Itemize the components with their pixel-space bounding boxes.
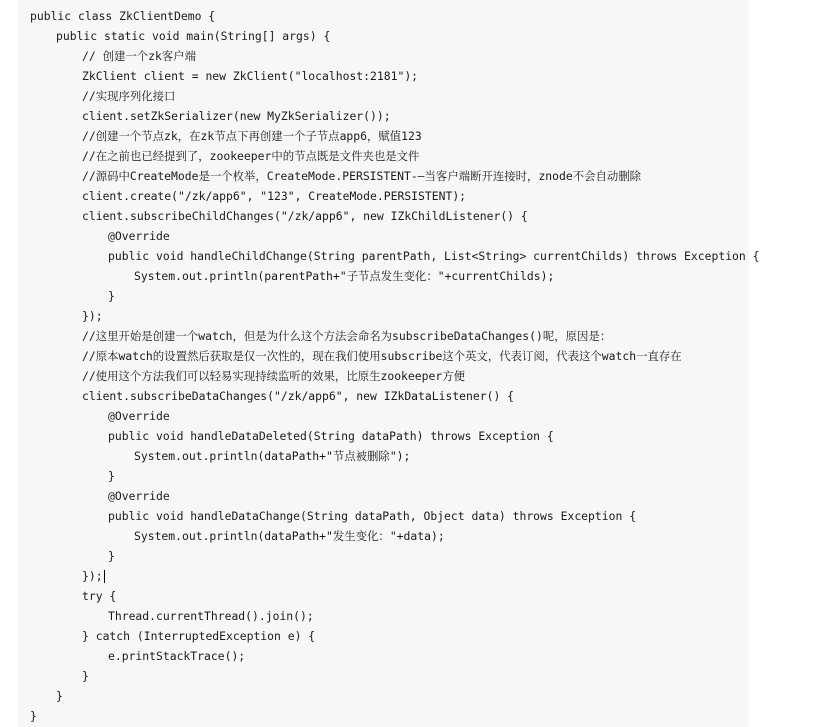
code-line: [30, 6, 760, 26]
code-line-text: client.subscribeChildChanges("/zk/app6", new IZkChildListener() {: [82, 209, 528, 223]
code-line-text: public void handleDataDeleted(String dataPath) throws Exception {: [108, 429, 554, 443]
code-line: [30, 566, 760, 586]
code-line-text: public void handleDataChange(String dataPath, Object data) throws Exception {: [108, 509, 637, 523]
code-line-text: //这里开始是创建一个watch，但是为什么这个方法会命名为subscribeDataChanges()呢，原因是：: [82, 329, 612, 343]
code-line: [30, 366, 760, 386]
code-line: [30, 626, 760, 646]
code-line: [30, 586, 760, 606]
code-line: [30, 246, 760, 266]
code-line: [30, 26, 760, 46]
code-line: [30, 506, 760, 526]
code-line-text: Thread.currentThread().join();: [108, 609, 314, 623]
code-lines: [30, 6, 760, 726]
code-line: [30, 66, 760, 86]
code-line: [30, 486, 760, 506]
code-line: [30, 646, 760, 666]
code-line-text: //在之前也已经提到了，zookeeper中的节点既是文件夹也是文件: [82, 149, 420, 163]
code-line-text: });: [82, 309, 103, 323]
code-line-text: @Override: [108, 489, 170, 503]
code-line: [30, 186, 760, 206]
code-line: [30, 106, 760, 126]
code-line: [30, 406, 760, 426]
code-line-text: try {: [82, 589, 117, 603]
code-line: [30, 306, 760, 326]
text-cursor: [104, 570, 105, 583]
code-line-text: //使用这个方法我们可以轻易实现持续监听的效果，比原生zookeeper方便: [82, 369, 465, 383]
code-line-text: e.printStackTrace();: [108, 649, 246, 663]
code-line: [30, 526, 760, 546]
code-line-text: }: [108, 549, 115, 563]
code-line: [30, 686, 760, 706]
code-line: [30, 606, 760, 626]
code-line-text: @Override: [108, 229, 170, 243]
code-line-text: }: [30, 709, 37, 723]
code-line: [30, 86, 760, 106]
code-line-text: client.subscribeDataChanges("/zk/app6", new IZkDataListener() {: [82, 389, 515, 403]
code-line: [30, 706, 760, 726]
code-line: [30, 466, 760, 486]
code-line-text: ZkClient client = new ZkClient("localhost:2181");: [82, 69, 419, 83]
code-line: [30, 46, 760, 66]
code-line-text: //实现序列化接口: [82, 89, 176, 103]
code-line: [30, 446, 760, 466]
code-line-text: }: [108, 289, 115, 303]
code-line-text: @Override: [108, 409, 170, 423]
code-line: [30, 226, 760, 246]
code-line-text: //创建一个节点zk，在zk节点下再创建一个子节点app6，赋值123: [82, 129, 422, 143]
code-line: [30, 286, 760, 306]
code-line-text: public void handleChildChange(String parentPath, List<String> currentChilds) throws Exception {: [108, 249, 760, 263]
code-line-text: }: [108, 469, 115, 483]
code-line: [30, 666, 760, 686]
code-line: [30, 386, 760, 406]
code-line: [30, 326, 760, 346]
code-line: [30, 426, 760, 446]
code-block[interactable]: [18, 0, 760, 727]
code-line-text: client.setZkSerializer(new MyZkSerializer());: [82, 109, 391, 123]
code-line-text: }: [82, 669, 89, 683]
code-line-text: System.out.println(parentPath+"子节点发生变化："+currentChilds);: [134, 269, 555, 283]
code-line: [30, 206, 760, 226]
code-line: [30, 146, 760, 166]
code-line-text: client.create("/zk/app6", "123", CreateMode.PERSISTENT);: [82, 189, 467, 203]
code-line-text: public static void main(String[] args) {: [56, 29, 331, 43]
code-line-text: System.out.println(dataPath+"发生变化："+data);: [134, 529, 445, 543]
code-line-text: //原本watch的设置然后获取是仅一次性的，现在我们使用subscribe这个英文，代表订阅，代表这个watch一直存在: [82, 349, 682, 363]
code-line-text: });: [82, 569, 103, 583]
code-line-text: //源码中CreateMode是一个枚举，CreateMode.PERSISTENT-—当客户端断开连接时，znode不会自动删除: [82, 169, 642, 183]
code-line: [30, 126, 760, 146]
code-line-text: } catch (InterruptedException e) {: [82, 629, 316, 643]
code-line-text: }: [56, 689, 63, 703]
code-line: [30, 266, 760, 286]
code-line: [30, 546, 760, 566]
code-line: [30, 346, 760, 366]
code-line-text: public class ZkClientDemo {: [30, 9, 216, 23]
code-line-text: System.out.println(dataPath+"节点被删除");: [134, 449, 411, 463]
code-line: [30, 166, 760, 186]
code-line-text: // 创建一个zk客户端: [82, 49, 197, 63]
